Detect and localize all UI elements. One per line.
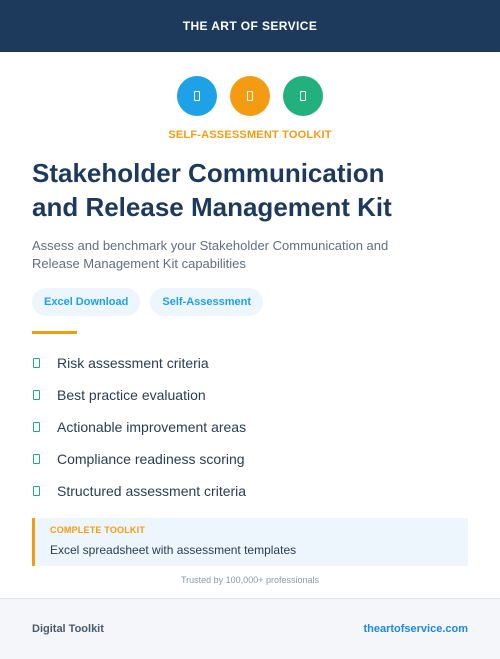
top-bar [0,0,500,52]
tag-list [32,288,263,316]
list-item [32,347,472,379]
list-item [32,443,472,475]
list-item [32,475,472,507]
check-icon [33,454,40,464]
feature-text: Compliance readiness scoring [57,451,245,467]
tag-excel-download: Excel Download [32,288,140,316]
footer [0,598,500,659]
icon-row [0,76,500,116]
feature-text: Best practice evaluation [57,387,206,403]
toolkit-kicker: SELF-ASSESSMENT TOOLKIT [168,129,332,141]
feature-list [32,347,472,507]
footer-label: Digital Toolkit [32,623,104,635]
subtitle [32,237,472,273]
list-item [32,411,472,443]
check-icon [33,390,40,400]
accent-divider [32,331,77,334]
list-item [32,379,472,411]
check-icon [33,358,40,368]
tag-self-assessment: Self-Assessment [150,288,263,316]
trust-note: Trusted by 100,000+ professionals [180,575,319,585]
callout-text: Excel spreadsheet with assessment templates [50,543,297,557]
title-line-1: Stakeholder Communication [32,158,385,188]
subtitle-line-2: Release Management Kit capabilities [32,256,246,271]
brand-title: THE ART OF SERVICE [182,19,318,33]
title-line-2: and Release Management Kit [32,192,392,222]
website-link[interactable]: theartofservice.com [363,623,468,635]
orange-square-icon [230,76,270,116]
feature-text: Actionable improvement areas [57,419,247,435]
subtitle-line-1: Assess and benchmark your Stakeholder Communication and [32,238,389,253]
feature-text: Risk assessment criteria [57,355,209,371]
callout-kicker: COMPLETE TOOLKIT [50,525,146,535]
feature-text: Structured assessment criteria [57,483,247,499]
blue-square-icon [177,76,217,116]
green-square-icon [283,76,323,116]
page-title [32,156,472,224]
toolkit-callout [32,518,468,566]
check-icon [33,422,40,432]
check-icon [33,486,40,496]
